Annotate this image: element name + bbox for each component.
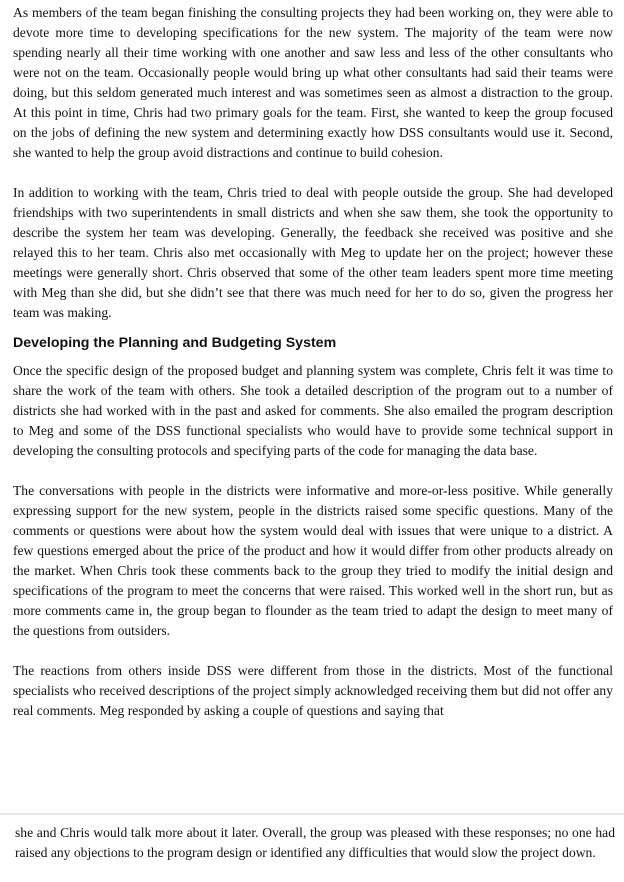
section-spacer	[13, 323, 613, 332]
page-break-divider	[0, 813, 624, 815]
paragraph-spacer	[13, 163, 613, 183]
document-page-continued	[15, 823, 615, 863]
paragraph-spacer	[13, 461, 613, 481]
paragraph-district-feedback: The conversations with people in the districts were informative and more-or-less positive. While generally expressing support for the new system, people in the districts raised some specific questions. Many of the comments or questions were about how the system would deal with issues that were unique to a district. A few questions emerged about the price of the product and how it would differ from other products already on the market. When Chris took these comments back to the group they tried to modify the initial design and specifications of the program to meet the concerns that were raised. This worked well in the short run, but as more comments came in, the group began to flounder as the team tried to adapt the design to meet many of the questions from outsiders.	[13, 483, 613, 638]
paragraph-design-sharing: Once the specific design of the proposed budget and planning system was complete, Chris felt it was time to share the work of the team with others. She took a detailed description of the program out to a number of districts she had worked with in the past and asked for comments. She also emailed the program description to Meg and some of the DSS functional specialists who would have to provide some technical support in developing the consulting protocols and specifying parts of the code for managing the data base.	[13, 363, 613, 458]
section-heading: Developing the Planning and Budgeting System	[13, 335, 337, 351]
paragraph-team-focus: As members of the team began finishing the consulting projects they had been working on, they were able to devote more time to developing specifications for the new system. The majority of the team were now spending nearly all their time working with one another and saw less and less of the other consultants who were not on the team. Occasionally people would bring up what other consultants had said their teams were doing, but this seldom generated much interest and was sometimes seen as almost a distraction to the group. At this point in time, Chris had two primary goals for the team. First, she wanted to keep the group focused on the jobs of defining the new system and determining exactly how DSS consultants would use it. Second, she wanted to help the group avoid distractions and continue to build cohesion.	[13, 5, 613, 160]
document-page	[13, 3, 613, 721]
paragraph-dss-reactions: The reactions from others inside DSS were different from those in the districts. Most of the functional specialists who received descriptions of the project simply acknowledged receiving them but did not offer any real comments. Meg responded by asking a couple of questions and saying that	[13, 663, 613, 718]
paragraph-outside-contacts: In addition to working with the team, Chris tried to deal with people outside the group. She had developed friendships with two superintendents in small districts and when she saw them, she took the opportunity to describe the system her team was developing. Generally, the feedback she received was positive and she relayed this to her team. Chris also met occasionally with Meg to update her on the project; however these meetings were generally short. Chris observed that some of the other team leaders spent more time meeting with Meg than she did, but she didn’t see that there was much need for her to do so, given the progress her team was making.	[13, 185, 613, 320]
paragraph-spacer	[13, 641, 613, 661]
paragraph-continuation: she and Chris would talk more about it later. Overall, the group was pleased with these responses; no one had raised any objections to the program design or identified any difficulties that would slow the project down.	[15, 825, 615, 860]
